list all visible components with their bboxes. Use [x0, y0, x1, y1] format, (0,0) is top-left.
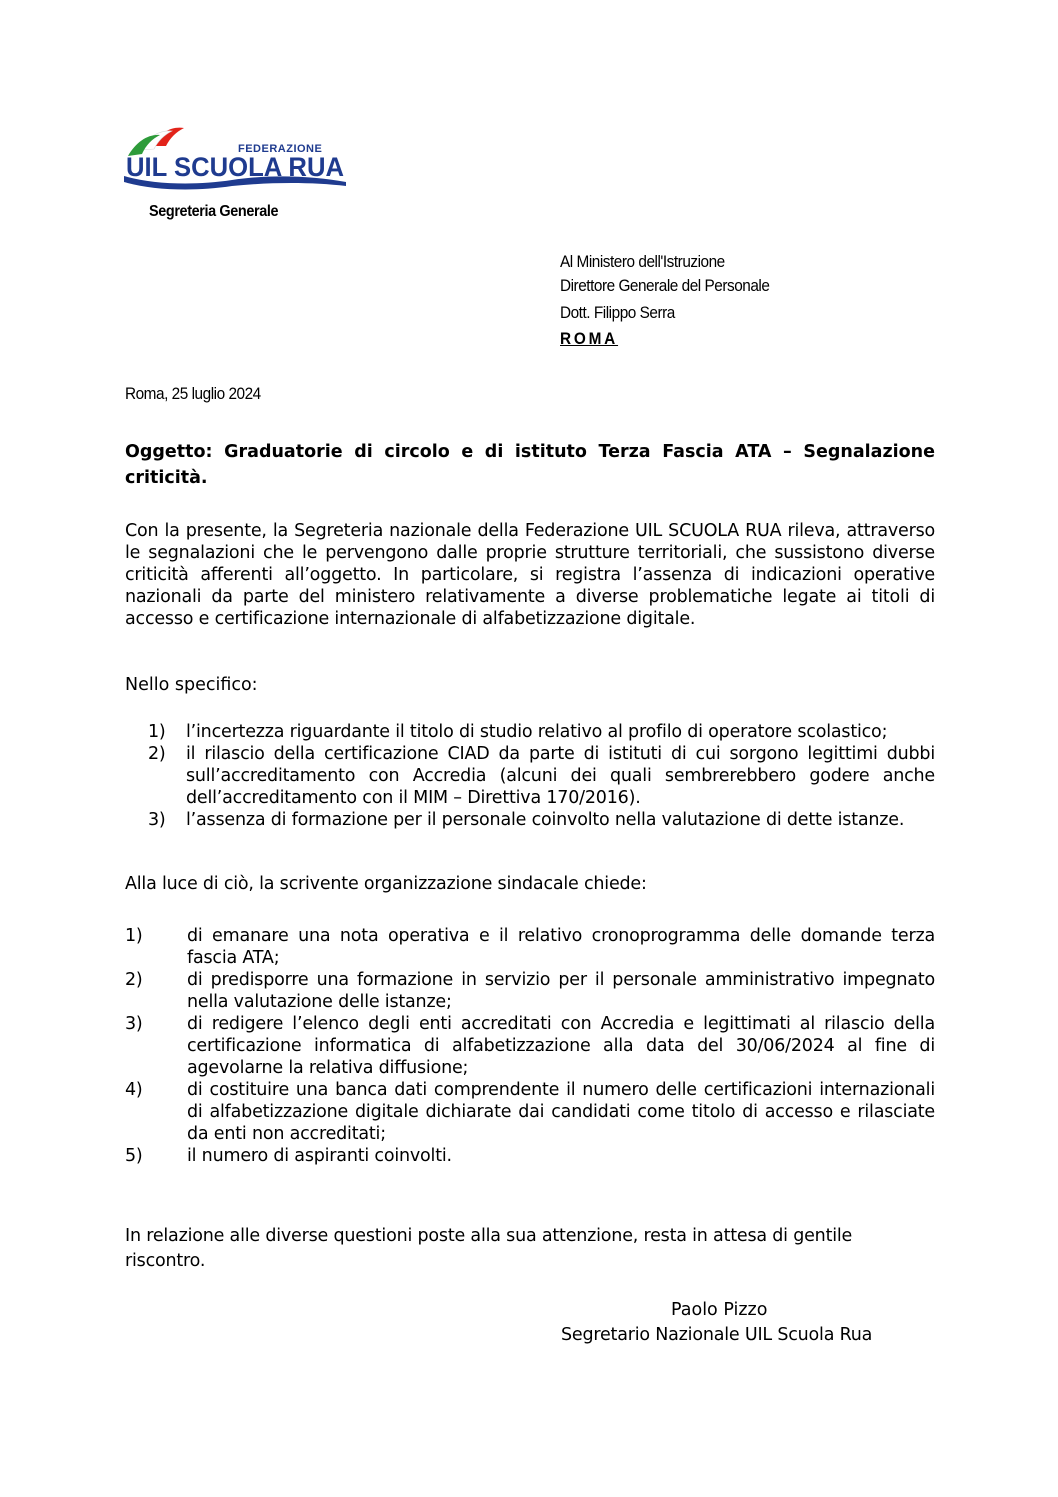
- issues-list: [148, 721, 935, 831]
- list-item: [125, 925, 935, 969]
- subject-line: Oggetto: Graduatorie di circolo e di istituto Terza Fascia ATA – Segnalazione criticità.: [125, 442, 935, 488]
- uil-scuola-rua-logo: [122, 124, 348, 194]
- list-item-number: 5): [125, 1146, 143, 1166]
- list-item-text: il rilascio della certificazione CIAD da parte di istituti di cui sorgono legittimi dubbi sull’accreditamento con Accredia (alcuni dei quali sembrerebbero godere anche dell’accreditamento con il MIM – Direttiva 170/2016).: [186, 744, 935, 808]
- list-item-number: 1): [148, 722, 166, 742]
- list-item-text: di predisporre una formazione in servizio per il personale amministrativo impegnato nella valutazione delle istanze;: [187, 970, 935, 1012]
- closing-paragraph: In relazione alle diverse questioni poste alla sua attenzione, resta in attesa di gentile riscontro.: [125, 1226, 853, 1271]
- list-item: [125, 969, 935, 1013]
- signatory-role: Segretario Nazionale UIL Scuola Rua: [561, 1325, 873, 1345]
- list-item: [125, 1145, 935, 1167]
- department-label: Segreteria Generale: [149, 203, 279, 220]
- list-item-number: 1): [125, 926, 143, 946]
- list-item-number: 3): [148, 810, 166, 830]
- letter-date: Roma, 25 luglio 2024: [125, 385, 261, 403]
- list-item: [148, 743, 935, 809]
- list-item-number: 4): [125, 1080, 143, 1100]
- svg-text:FEDERAZIONE: FEDERAZIONE: [238, 143, 323, 155]
- requests-intro: Alla luce di ciò, la scrivente organizzazione sindacale chiede:: [125, 874, 647, 894]
- signatory-name: Paolo Pizzo: [671, 1300, 768, 1320]
- list-item-text: il numero di aspiranti coinvolti.: [187, 1146, 452, 1166]
- specifics-intro: Nello specifico:: [125, 675, 258, 695]
- list-item-text: l’assenza di formazione per il personale coinvolto nella valutazione di dette istanze.: [186, 810, 905, 830]
- list-item-text: di emanare una nota operativa e il relativo cronoprogramma delle domande terza fascia ATA;: [187, 926, 935, 968]
- recipient-city: ROMA: [560, 330, 619, 348]
- list-item-number: 2): [148, 744, 166, 764]
- recipient-line1: Al Ministero dell'Istruzione: [560, 253, 725, 271]
- list-item-text: di redigere l’elenco degli enti accreditati con Accredia e legittimati al rilascio della certificazione informatica di alfabetizzazione alla data del 30/06/2024 al fine di agevolarne la relativa diffusione;: [187, 1014, 935, 1078]
- svg-text:UIL SCUOLA RUA: UIL SCUOLA RUA: [126, 152, 344, 182]
- list-item-text: di costituire una banca dati comprendente il numero delle certificazioni internazionali di alfabetizzazione digitale dichiarate dai candidati come titolo di accesso e rilasciate da enti non accreditati;: [187, 1080, 935, 1144]
- list-item-text: l’incertezza riguardante il titolo di studio relativo al profilo di operatore scolastico;: [186, 722, 888, 742]
- recipient-line3: Dott. Filippo Serra: [560, 304, 675, 322]
- list-item-number: 3): [125, 1014, 143, 1034]
- list-item: [125, 1079, 935, 1145]
- intro-paragraph: Con la presente, la Segreteria nazionale della Federazione UIL SCUOLA RUA rileva, attraverso le segnalazioni che le pervengono dalle proprie strutture territoriali, che sussistono diverse criticità afferenti all’oggetto. In particolare, si registra l’assenza di indicazioni operative nazionali da parte del ministero relativamente a diverse problematiche legate ai titoli di accesso e certificazione internazionale di alfabetizzazione digitale.: [125, 521, 935, 629]
- recipient-line2: Direttore Generale del Personale: [560, 277, 770, 295]
- requests-list: [125, 925, 935, 1167]
- list-item-number: 2): [125, 970, 143, 990]
- list-item: [148, 809, 935, 831]
- list-item: [125, 1013, 935, 1079]
- list-item: [148, 721, 935, 743]
